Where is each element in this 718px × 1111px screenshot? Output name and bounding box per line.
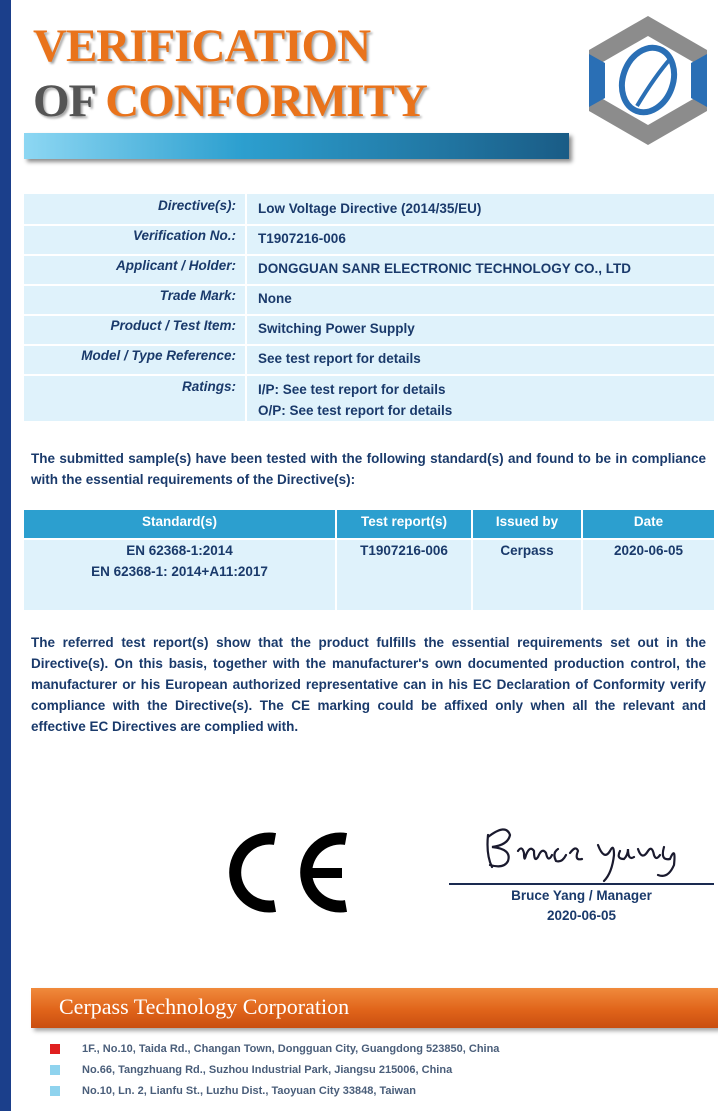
applicant-value: DONGGUAN SANR ELECTRONIC TECHNOLOGY CO., LTD xyxy=(258,261,632,276)
trademark-value: None xyxy=(258,291,292,306)
info-row-divider xyxy=(24,314,714,316)
applicant-label: Applicant / Holder: xyxy=(115,258,236,273)
handwritten-signature xyxy=(478,815,688,885)
directive-value: Low Voltage Directive (2014/35/EU) xyxy=(258,201,482,216)
address-taoyuan: No.10, Ln. 2, Lianfu St., Luzhu Dist., Taoyuan City 33848, Taiwan xyxy=(82,1085,416,1097)
cerpass-logo-icon xyxy=(585,14,711,147)
cell-standards xyxy=(24,540,335,610)
product-label: Product / Test Item: xyxy=(110,318,236,333)
ratings-ip: I/P: See test report for details xyxy=(258,382,446,397)
header-date: Date xyxy=(583,510,714,538)
footer-company-name: Cerpass Technology Corporation xyxy=(59,994,350,1019)
model-value: See test report for details xyxy=(258,351,421,366)
ratings-label: Ratings: xyxy=(182,379,236,394)
title-verification: VERIFICATION xyxy=(33,20,371,72)
info-row-divider xyxy=(24,254,714,256)
info-row-divider xyxy=(24,344,714,346)
info-row-divider xyxy=(24,374,714,376)
info-column-divider xyxy=(245,194,247,421)
body-paragraph: The referred test report(s) show that the product fulfills the essential requirements set out in the Directive(s). On this basis, together with the manufacturer's own documented production control, the manufacturer or his European authorized representative can in his EC Declaration of Conformity verify compliance with the Directive(s). The CE marking could be affixed only when all the relevant and effective EC Directives are complied with. xyxy=(31,635,706,734)
address-bullet-icon xyxy=(50,1065,60,1075)
verification-value: T1907216-006 xyxy=(258,231,346,246)
cell-test-report: T1907216-006 xyxy=(337,540,471,610)
ce-mark-icon xyxy=(228,825,350,920)
footer-company-bar xyxy=(31,988,718,1028)
info-row-divider xyxy=(24,284,714,286)
signature-line xyxy=(449,883,714,885)
signature-date: 2020-06-05 xyxy=(546,908,617,923)
signer-name-title: Bruce Yang / Manager xyxy=(511,888,652,903)
standard-line-2: EN 62368-1: 2014+A11:2017 xyxy=(91,564,268,579)
standard-line-1: EN 62368-1:2014 xyxy=(126,543,233,558)
info-table xyxy=(24,194,714,421)
verification-label: Verification No.: xyxy=(132,228,236,243)
trademark-label: Trade Mark: xyxy=(159,288,236,303)
left-margin-bar xyxy=(0,0,11,1111)
address-suzhou: No.66, Tangzhuang Rd., Suzhou Industrial Park, Jiangsu 215006, China xyxy=(82,1064,453,1076)
cell-date: 2020-06-05 xyxy=(583,540,714,610)
title-conformity: CONFORMITY xyxy=(105,75,427,127)
directive-label: Directive(s): xyxy=(157,198,236,213)
address-bullet-icon xyxy=(50,1086,60,1096)
intro-paragraph: The submitted sample(s) have been tested with the following standard(s) and found to be in compliance with the essential requirements of the Directive(s): xyxy=(31,451,706,487)
header-standards: Standard(s) xyxy=(24,510,335,538)
ratings-op: O/P: See test report for details xyxy=(258,403,453,418)
header-issued-by: Issued by xyxy=(473,510,581,538)
model-label: Model / Type Reference: xyxy=(81,348,236,363)
title-of-conformity xyxy=(33,77,427,125)
info-row-divider xyxy=(24,224,714,226)
title-underline-bar xyxy=(24,133,569,159)
cell-issued-by: Cerpass xyxy=(473,540,581,610)
address-dongguan: 1F., No.10, Taida Rd., Changan Town, Dongguan City, Guangdong 523850, China xyxy=(82,1043,500,1055)
title-of: OF xyxy=(33,75,95,127)
address-bullet-icon xyxy=(50,1044,60,1054)
header-test-report: Test report(s) xyxy=(337,510,471,538)
product-value: Switching Power Supply xyxy=(258,321,415,336)
